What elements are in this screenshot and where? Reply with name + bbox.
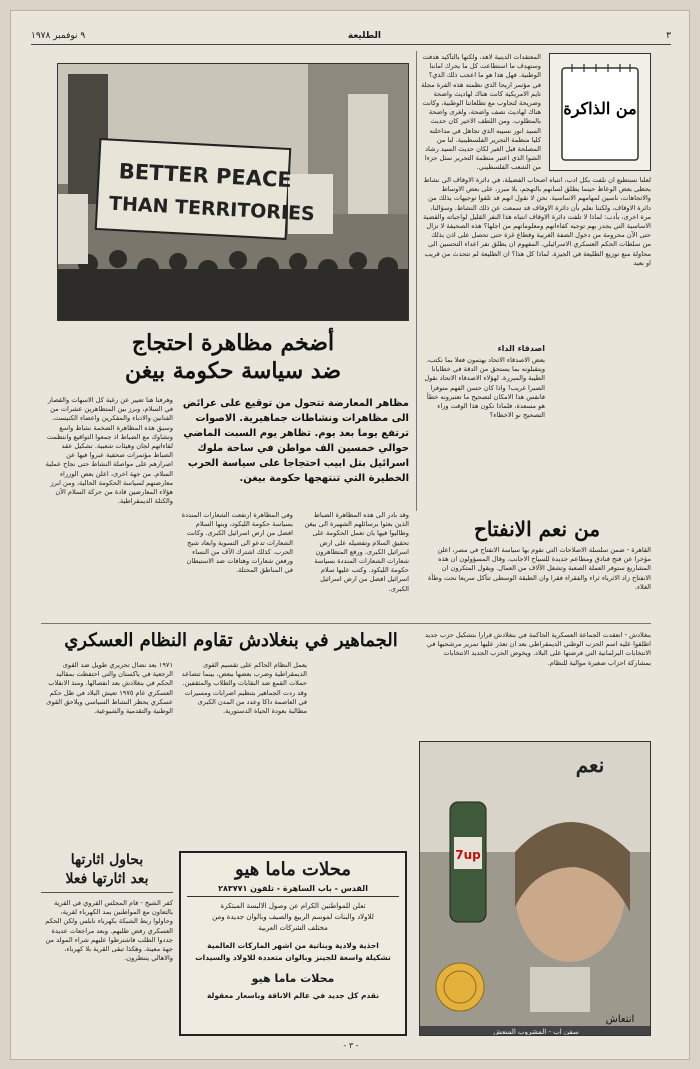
sidebar-title [41,851,173,893]
mama-ad-footer: نقدم كل جديد في عالم الاناقة وباسعار معقولة [206,991,380,1000]
photo-svg [58,64,409,321]
sevenup-caption: انتعاش [605,1014,635,1025]
main-headline [57,329,409,385]
page-footer: - ٣ - [343,1041,359,1050]
article-left-text: وهرفنا هنا تعبير عن رغبة كل الاسهات والقصار في السلام، وبرز بين المتظاهرين عشرات من الفنانين والادباء والمفكرين واعضاء الكنيست. وسبق هذه المظاهرة الضخمة نشاط واسع وتشاوك مع الضباط اذ جمعوا التواقيع وانتظمت لقاءاتهم لجان وهيئات شعبية. تشكيل عقد الضباط مؤتمرات صحفية عبروا فيها عن اصرارهم على مواصلة النشاط حتى نجاح عملية السلام. من جهة اخرى، اعلن بعض الوزراء معارضتهم لسياسة الحكومة الحالية، ومن ابرز هؤلاء المعارضين قادة من حركة السلام الآن والكتلة الديمقراطية. [45,396,173,506]
mama-ad-sign: محلات ماما هيو [251,972,335,985]
bangladesh-column-2 [179,661,307,841]
sevenup-slogan: نعم [575,753,605,777]
sevenup-brand: 7up [455,848,481,862]
column-divider [416,51,417,511]
mama-ad-bold: احذية ولادية وبناتية من اشهر الماركات العالمية تشكيلة واسعة للجينز وبالوان متعددة للاولاد والسيدات [195,941,391,962]
from-memory-badge: من الذاكرة [563,99,637,118]
bangladesh-column-3 [41,661,173,841]
spacer [423,501,651,509]
notepad-icon [550,54,650,170]
blessing-column [423,546,651,618]
from-memory-text: لعلنا نستطيع ان نلفت بكل ادب، انتباه اصحاب الفضيلة، في دائرة الاوقاف الى نشاط يحظى بعض الوعاظ حينما يطلق لسانهم بالتهجم، بلا مبرر، على بعض الاوساط والاتجاهات، ناسين لمهامهم الاساسية. نحن لا نقول انهم قد تلقوا توجيهات بذلك من دائرة الاوقاف، ولكننا نعلم بأن دائرة الاوقاف قد سمعت عن ذلك النشاط. وسؤالنا، مرة اخرى، بأدب: لماذا لا تلفت دائرة الاوقاف انتباه هذا النفر القليل لواجباته والقضية الاساسية التي يجدر بهم توجيه كفاءاتهم ومعلوماتهم من اجلها؟ هذه الصحيفة لا تزال حتى الآن محرومة من دخول الضفة الغربية وقطاع غزة حتى تحصل على اذن بذلك من سلطات الحكم العسكري الاسرائيلي. المفهوم ان يطلق نفر اعداء التحسين الى محاولة منع توزيع الطليعة في الجيزة. لماذا كل هذا؟ ان الطليعة لم تتحدث من قريب او بعيد [423,176,651,267]
sevenup-ad-svg [420,742,651,1036]
friends-text: بعض الاصدقاء الاتحاد يهتمون فعلا بما نكتب، ويتقبلونه بما يستحق من الدقة في خطايانا الطيبة والمبررة. لهؤلاء الاصدقاء الاتحاد نقول الصبرا غريب! واذا كان حسن الفهم متوفرا فانفس هذا الامكان لتصحيح ما تعتبرونه خطأ هو مسعدة، فلماذا تكون هذا الوقت وراء التصحيح نو الاخطاء؟ [424,356,545,420]
banner-text-2: THAN TERRITORIES [108,192,316,226]
religious-column-top [419,53,541,173]
religious-text: المعتقدات الدينية لاهد، ولكنها بالتأكيد هدفت وستهدف ما استطاعت كل ما يحرك اماننا الوطنية. فهل هذا هو ما اعجب ذلك الذي؟ في مؤتمر اريحا الذي نظمته هذه الفرة مجلة تايم الامريكية كانت هناك لهاديث واضحة وصريحة لتجاوب مع تطلعاتنا الوطنية، وكانت هناك لهاديث نصف واضحة، ولغرى واضحة بالمطلوب. ومن اللطف الاخير كان حديث السيد انور نسيبه الذي تجاهل في مداخلته كليا منظمة التحرير الفلسطينية. لنا من المصلحة قبل الغير لكان حديث السيد رشاد الشوا الذي اعتبر منظمة التحرير تمثل جزءا من الشعب الفلسطيني. [421,53,541,172]
newspaper-page [10,10,690,1060]
from-memory-badge-box [549,53,651,171]
sevenup-footer: سفن اب - المشروب المنعش [493,1028,579,1036]
sevenup-ad [419,741,651,1036]
banner-text-1: BETTER PEACE [118,159,293,193]
article-mid-column [299,511,409,619]
sidebar-box [41,851,173,1036]
section-divider [41,623,651,624]
bangladesh-column-1 [423,631,651,751]
bangladesh-headline: الجماهير في بنغلادش تقاوم النظام العسكري [64,630,398,651]
article-mid-text: وقد بادر الى هذه المظاهرة الضباط الذين بعثوا برسائلهم الشهيرة الى بيغن وطالبوا فيها بان تعمل الحكومة على تحقيق السلام وتفضيله على ارض اسرائيل الكبرى. ورفع المتظاهرون شعارات الشعارات المنددة بسياسة حكومة الليكود. وكتب عليها سلام اسرائيل افضل من ارض اسرائيل الكبرى. [304,511,409,593]
page-number: ٣ [666,31,671,41]
article-right-mid-column [181,511,293,619]
bangladesh-text-2: يعمل النظام الحاكم على تقسيم القوى الديمقراطية وضرب بعضها ببعض، بينما تتصاعد حملات القمع ضد النقابات والطلاب والمثقفين. وقد ردت الجماهير بتنظيم اضرابات ومسيرات في العاصمة داكا وعدد من المدن الكبرى مطالبة بعودة الحياة الدستورية. [181,661,307,716]
sidebar-title-1: بحاول اثارتها [70,852,144,868]
sidebar-title-2: بعد اثارتها فعلا [65,871,149,887]
bangladesh-text-3: ١٩٧١ بعد نضال تحريري طويل ضد القوى الرجعية في باكستان والتي احتفظت بمقاليد الحكم في بنغلادش بعد انفصالها. ومنذ الانقلاب العسكري عام ١٩٧٥ تعيش البلاد في ظل حكم عسكري يحظر النشاط السياسي ويلاحق القوى الوطنية والتقدمية والشيوعية. [46,661,173,716]
main-headline-line2: ضد سياسة حكومة بيغن [124,358,342,384]
blessing-headline: من نعم الانفتاح [473,517,601,541]
page-header [31,29,671,45]
article-right-mid-text: وفي المظاهرة ارتفعت الشعارات المنددة بسياسة حكومة الليكود، وبنها السلام افضل من ارض اسرائيل الكبرى. وكانت الشعارات تدعو الى التسوية وابعاد شبح الحرب. كذلك اشترك الآف من النساء ورفعن شعارات وهتافات ضد الاستيطان في المناطق المحتلة. [181,511,293,575]
issue-date: ٩ نوفمبر ١٩٧٨ [31,31,86,41]
friends-subhead: اصدقاء الداء [497,344,545,353]
mama-ad-box [179,851,407,1036]
article-left-column [41,396,173,618]
sidebar-text: كفر الشيخ - قام المجلس القروي في القرية بالتعاون مع المواطنين بمد الكهرباء لقرية، وحاولوا ربط الشبكة بكهرباء نابلس ولكن الحكم العسكري رفض طلبهم. وبعد مراجعات عديدة جددوا الطلب فاشترطوا عليهم شراء المولد من جهة معينة. وهكذا تبقى القرية بلا كهرباء، والاهالي ينتظرون. [45,899,173,963]
lead-paragraph: مظاهر المعارضة تتحول من توقيع على عرائض الى مظاهرات ونشاطات جماهيرية. الاصوات ترتفع يوما بعد يوم. تظاهر يوم السبت الماضي حوالي خمسين الف مواطن في ساحة ملوك اسرائيل بتل ابيب احتجاجا على سياسة الحرب الخطيرة التي تنتهجها حكومة بيغن. [182,398,409,484]
main-headline-line1: أضخم مظاهرة احتجاج [131,330,335,356]
demonstration-photo [57,63,409,321]
bangladesh-text-1: بنغلادش - انعقدت الجماعة العسكرية الحاكمة في بنغلادش قرارا بتشكيل حزب جديد اطلقوا عليه اسم الحزب الوطني الديمقراطي بعد ان تعذر عليها تمرير مرشحيها في الانتخابات البرلمانية التي فرضتها على البلاد. ويخوض الحزب الجديد الانتخابات بمشاركة احزاب صغيرة موالية للنظام. [424,631,651,667]
blessing-text: القاهرة - ضمن سلسلة الاصلاحات التي تقوم بها سياسة الانفتاح في مصر، اعلن مؤخرا عن فتح فنادق ومطاعم جديدة للسياح الاجانب. وقال المسؤولون ان هذه المشاريع ستوفر العملة الصعبة وتشغل الآلاف من العمال. ويقول المتكرون ان الانفتاح زاد الاثرياء ثراء والفقراء فقرا وان الطبقة الوسطى تتآكل سريعا تحت وطأة الغلاء. [427,546,651,591]
friends-column [423,341,545,501]
mama-ad-address: القدس - باب الساهرة - تلفون ٢٨٣٧٧١ [187,884,399,897]
newspaper-name: الطليعة [347,31,381,41]
mama-ad-title: محلات ماما هيو [235,859,351,880]
mama-ad-body: تعلن للمواطنين الكرام عن وصول الالبسة المبتكرة للاولاد والبنات لموسم الربيع والصيف وبالوان جديدة ومن مختلف الشركات العربية [212,902,374,932]
